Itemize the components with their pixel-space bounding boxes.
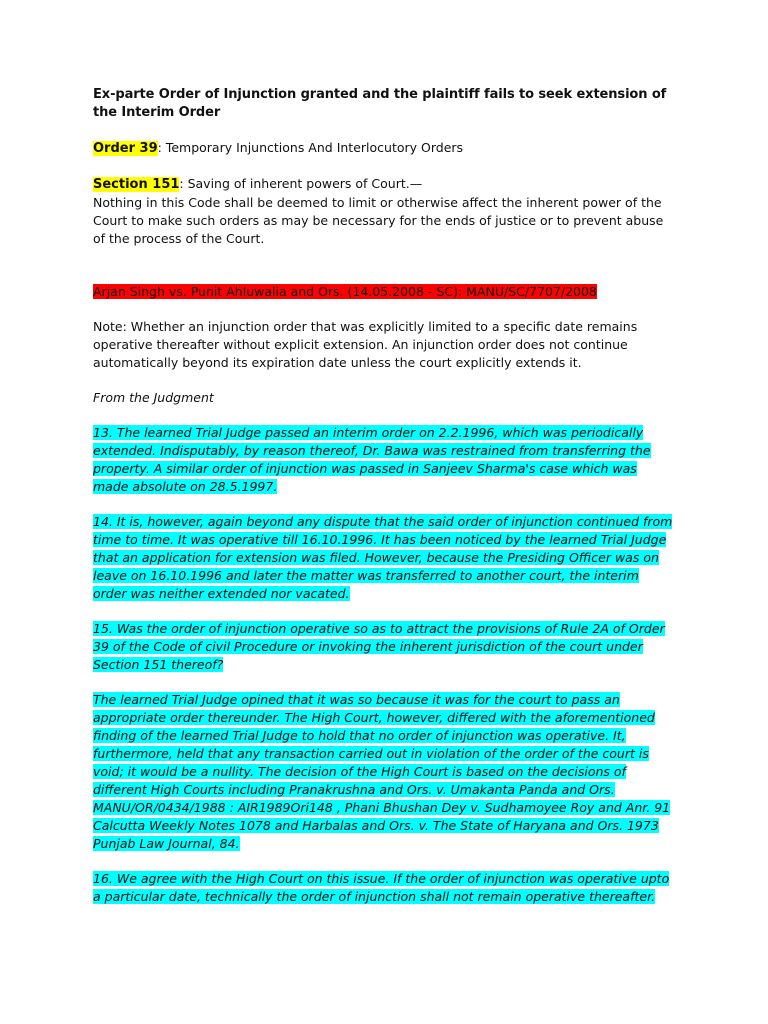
judgment-paragraph-13	[93, 424, 676, 496]
case-citation: Arjan Singh vs. Punit Ahluwalia and Ors. (14.05.2008 - SC): MANU/SC/7707/2008	[93, 284, 597, 299]
judgment-text: 16. We agree with the High Court on this issue. If the order of injunction was operative upto a particular date, technically the order of injunction shall not remain operative thereafter.	[93, 871, 670, 904]
note-paragraph: Note: Whether an injunction order that was explicitly limited to a specific date remains operative thereafter without explicit extension. An injunction order does not continue automatically beyond its expiration date unless the court explicitly extends it.	[93, 319, 638, 370]
order-text: : Temporary Injunctions And Interlocutory Orders	[157, 140, 464, 155]
judgment-text: 14. It is, however, again beyond any dispute that the said order of injunction continued from time to time. It was operative till 16.10.1996. It has been noticed by the learned Trial Judge that an application for extension was filed. However, because the Presiding Officer was on leave on 16.10.1996 and later the matter was transferred to another court, the interim order was neither extended nor vacated.	[93, 514, 673, 601]
from-judgment-label: From the Judgment	[93, 390, 214, 405]
section-label: Section 151	[93, 177, 180, 192]
section-block	[93, 175, 676, 248]
judgment-text: The learned Trial Judge opined that it was so because it was for the court to pass an appropriate order thereunder. The High Court, however, differed with the aforementioned finding of the learned Trial Judge to hold that no order of injunction was operative. It, furthermore, held that any transaction carried out in violation of the order of the court is void; it would be a nullity. The decision of the High Court is based on the decisions of different High Courts including Pranakrushna and Ors. v. Umakanta Panda and Ors. MANU/OR/0434/1988 : AIR1989Ori148 , Phani Bhushan Dey v. Sudhamoyee Roy and Anr. 91 Calcutta Weekly Notes 1078 and Harbalas and Ors. v. The State of Haryana and Ors. 1973 Punjab Law Journal, 84.	[93, 692, 671, 851]
judgment-paragraph-15	[93, 620, 676, 674]
spacer	[93, 265, 676, 283]
section-text: : Saving of inherent powers of Court.—	[179, 176, 423, 191]
document-title: Ex-parte Order of Injunction granted and the plaintiff fails to seek extension of the Interim Order	[93, 87, 667, 120]
judgment-paragraph-14	[93, 513, 676, 603]
case-citation-line	[93, 283, 676, 301]
section-body: Nothing in this Code shall be deemed to limit or otherwise affect the inherent power of the Court to make such orders as may be necessary for the ends of justice or to prevent abuse of the process of the Court.	[93, 195, 664, 246]
judgment-paragraph-16	[93, 870, 676, 906]
order-line	[93, 139, 676, 158]
order-label: Order 39	[93, 141, 158, 156]
judgment-text: 13. The learned Trial Judge passed an interim order on 2.2.1996, which was periodically extended. Indisputably, by reason thereof, Dr. Bawa was restrained from transferring the property. A similar order of injunction was passed in Sanjeev Sharma's case which was made absolute on 28.5.1997.	[93, 425, 651, 494]
judgment-text: 15. Was the order of injunction operative so as to attract the provisions of Rule 2A of Order 39 of the Code of civil Procedure or invoking the inherent jurisdiction of the court under Section 151 thereof?	[93, 621, 665, 672]
judgment-paragraph-trial-judge	[93, 691, 676, 853]
section-line	[93, 175, 676, 194]
